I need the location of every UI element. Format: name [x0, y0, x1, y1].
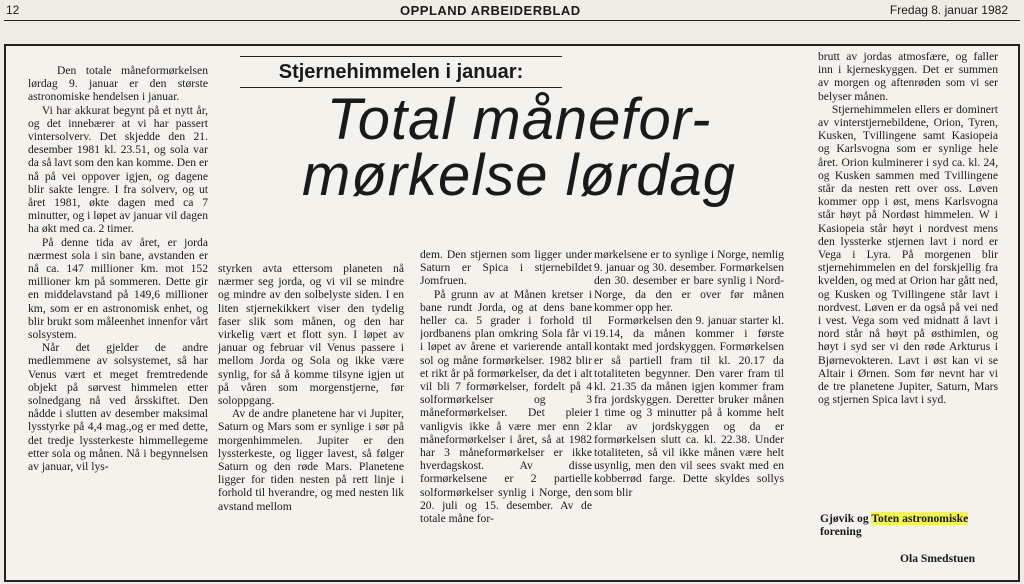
page-number: 12	[6, 3, 20, 17]
paragraph: Den totale måneformørkelsen lørdag 9. januar er den største astronomiske hendelsen i januar.	[28, 64, 208, 104]
paragraph: På grunn av at Månen kretser i bane rundt Jorda, og at dens bane heller ca. 5 grader i forhold til jordbanens plan omkring Sola får vi i løpet av årene et varierende antall sol og måne formørkelser. 1982 blir et rikt år på formørkelser, da det i alt vil bli 7 formørkelser, fordelt på 4 solformørkelser og 3 måneformørkelser. Det pleier vanligvis ikke å være mer enn 2 måneformørkelser i året, så at 1982 har 3 måneformørkelser er ikke hverdagskost. Av disse formørkelsene er 2 partielle solformørkelser synlig i Norge, den 20. juli og 15. desember. Av de totale måne for-	[420, 287, 592, 526]
text-column-5	[818, 50, 998, 488]
headline-line-2: mørkelse lørdag	[302, 143, 736, 208]
paragraph: mørkelsene er to synlige i Norge, nemlig 9. januar og 30. desember. Formørkelsen den 30. desember er bare synlig i Nord-Norge, da den er over før månen kommer opp her.	[594, 248, 784, 314]
credit-text-end: forening	[820, 525, 862, 538]
article-byline: Ola Smedstuen	[900, 552, 976, 565]
paragraph: Vi har akkurat begynt på et nytt år, og det innebærer at vi har passert vintersolverv. Det skjedde den 21. desember 1981 kl. 23.51, og sola var da så lavt som den kan komme. Den er nå på vei oppover igjen, og dagene blir sakte lengre. I fra solverv, og ut året 1981, økte dagen med ca 7 minutter, og i løpet av januar vil dagen ha økt med ca. 2 timer.	[28, 103, 208, 236]
text-column-4	[594, 248, 784, 572]
paragraph: Av de andre planetene har vi Jupiter, Saturn og Mars som er synlige i sør på morgenhimmelen. Jupiter er den lyssterkeste, og ligger lavest, så følger Saturn og den røde Mars. Planetene ligger for tiden nesten på rett linje i forhold til hverandre, og med nesten lik avstand mellom	[218, 407, 404, 513]
paragraph: styrken avta ettersom planeten nå nærmer seg jorda, og vi vil se mindre og mindre av den solbelyste siden. I en liten stjernekikkert viser den tydelig faser slik som månen, og den har virkelig vært et flott syn. I løpet av januar og februar vil Venus passere i mellom Jorda og Sola og ikke være synlig, for så å komme tilsyne igjen ut på våren som morgenstjerne, før soloppgang.	[218, 262, 404, 408]
credit-highlight: Toten astronomiske	[871, 512, 969, 525]
article-kicker: Stjernehimmelen i januar:	[240, 56, 562, 88]
issue-date: Fredag 8. januar 1982	[889, 3, 1008, 17]
paragraph: Stjernehimmelen ellers er dominert av vinterstjernebildene, Orion, Tyren, Kusken, Tvillingene samt Kasiopeia og Karlsvogna som er synlige hele året. Orion kulminerer i syd ca. kl. 24, og Kusken sammen med Tvillingene står da nesten rett over oss. Løven kommer opp i øst, mens Karlsvogna står høyt på Nordøst himmelen. W i Kasiopeia står høyt i nordvest mens den lyssterke stjernen lavt i nord er Vega i Lyra. På morgenen blir stjernehimmelen en del forskjellig fra kvelden, og med at Orion har gått ned, og Kusken og Tvillingene står lavt i nordvest. Løven er da også på vei ned i vest. Vega som ved midnatt å lavt i nord står nå høyt på østhimlen, og høyt i syd ser vi den røde Arkturus i Bjørnevokteren. Lavt i øst kan vi se Altair i Ørnen. Som før nevnt har vi de tre planetene Jupiter, Saturn, Mars og stjernen Spica lavt i syd.	[818, 102, 998, 407]
paragraph: Når det gjelder de andre medlemmene av solsystemet, så har Venus vært et meget fremtredende objekt på sørvest himmelen etter solnedgang nå ved årsskiftet. Den nådde i slutten av desember maksimal lysstyrke på 4,4 mag.,og er med dette, det tredje lyssterkeste himmellegeme etter sola og månen. Nå i begynnelsen av januar, vil lys-	[28, 341, 208, 474]
text-column-2	[218, 262, 404, 572]
credit-text: Gjøvik og	[820, 512, 872, 525]
article-credit	[820, 512, 968, 538]
paragraph: Formørkelsen den 9. januar starter kl. 19.14, da månen kommer i første kontakt med jordskyggen. Formørkelsen er så partiell fram til kl. 20.17 da totaliteten begynner. Den varer fram til kl. 21.35 da månen igjen kommer fram fra jordskyggen. Deretter bruker månen 1 time og 3 minutter på å komme helt klar av jordskyggen og da er formørkelsen slutt ca. kl. 22.38. Under totaliteten, så vil ikke månen være helt usynlig, men den vil sees svakt med en kobberrød farge. Dette skyldes sollys som blir	[594, 314, 784, 499]
paragraph: På denne tida av året, er jorda nærmest sola i sin bane, avstanden er nå ca. 147 millioner km. mot 152 millioner km på sommeren. Dette gir en middelavstand på 149,6 millioner km, som er en astronomisk enhet, og blir brukt som måleenhet innenfor vårt solsystem.	[28, 235, 208, 342]
paragraph: dem. Den stjernen som ligger under Saturn er Spica i stjernebildet Jomfruen.	[420, 248, 592, 288]
text-column-3	[420, 248, 592, 572]
headline-line-1: Total månefor-	[326, 87, 712, 152]
newspaper-name: OPPLAND ARBEIDERBLAD	[400, 3, 581, 18]
article-headline	[234, 87, 804, 208]
header-rule	[4, 20, 1020, 21]
paragraph: brutt av jordas atmosfære, og faller inn i kjerneskyggen. Det er summen av morgen og aftenrøden som vi ser belyser månen.	[818, 50, 998, 103]
text-column-1	[28, 64, 208, 572]
